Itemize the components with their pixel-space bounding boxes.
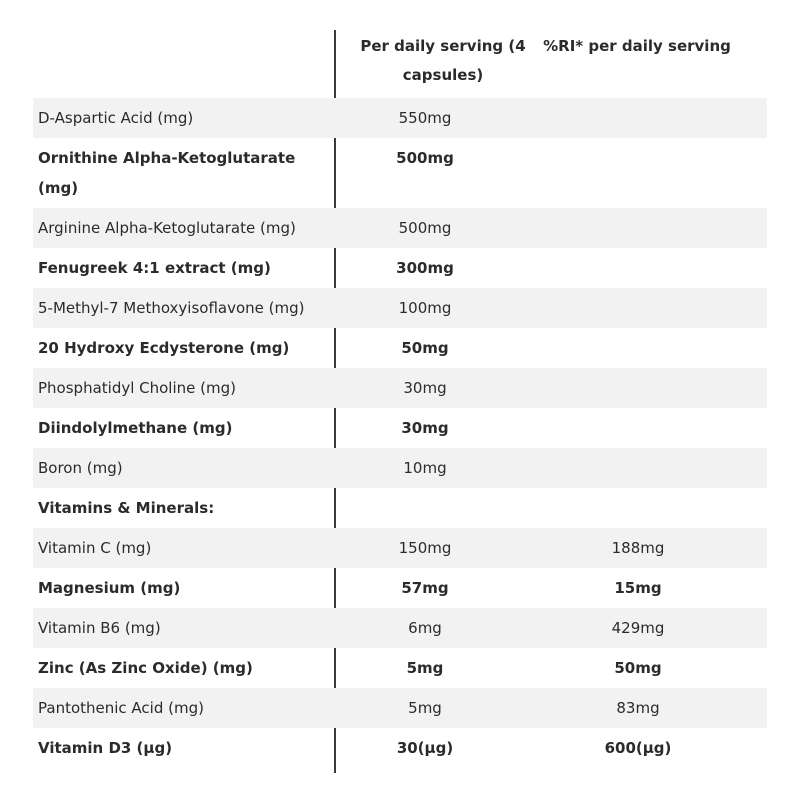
serving-value: 5mg — [406, 659, 444, 677]
ingredient-name: Phosphatidyl Choline (mg) — [38, 379, 236, 397]
ri-value: 15mg — [614, 579, 662, 597]
ri-value: 50mg — [614, 659, 662, 677]
serving-value: 57mg — [401, 579, 449, 597]
ri-value — [537, 328, 767, 368]
section-title: Vitamins & Minerals: — [38, 499, 215, 517]
ingredient-name: Arginine Alpha-Ketoglutarate (mg) — [38, 219, 296, 237]
ri-value — [537, 288, 767, 328]
table-row — [33, 288, 767, 328]
serving-value: 150mg — [398, 539, 452, 557]
serving-value — [335, 488, 537, 528]
serving-value: 100mg — [398, 299, 452, 317]
table-row — [33, 138, 767, 208]
table-row — [33, 608, 767, 648]
ingredient-name: Fenugreek 4:1 extract (mg) — [38, 259, 271, 277]
table-row — [33, 688, 767, 728]
ingredient-name: Diindolylmethane (mg) — [38, 419, 233, 437]
table-header-row — [33, 28, 767, 98]
table-row — [33, 248, 767, 288]
table-section-row — [33, 488, 767, 528]
serving-value: 550mg — [398, 109, 452, 127]
table-row — [33, 408, 767, 448]
ri-value — [537, 138, 767, 208]
ingredient-name: Magnesium (mg) — [38, 579, 181, 597]
table-row — [33, 648, 767, 688]
serving-value: 500mg — [398, 219, 452, 237]
ri-value: 188mg — [611, 539, 665, 557]
ingredient-name: Pantothenic Acid (mg) — [38, 699, 204, 717]
ri-value — [537, 368, 767, 408]
ri-value — [537, 248, 767, 288]
ingredient-name: Vitamin D3 (µg) — [38, 739, 173, 757]
table-row — [33, 568, 767, 608]
ri-value: 600(µg) — [604, 739, 672, 757]
ingredient-name: 5-Methyl-7 Methoxyisoflavone (mg) — [38, 299, 305, 317]
ingredient-name: Zinc (As Zinc Oxide) (mg) — [38, 659, 253, 677]
ingredient-name: Vitamin B6 (mg) — [38, 619, 161, 637]
table-row — [33, 208, 767, 248]
ri-value — [537, 488, 767, 528]
header-ingredient — [33, 28, 335, 98]
serving-value: 50mg — [401, 339, 449, 357]
table-row — [33, 368, 767, 408]
nutrition-table — [33, 28, 767, 768]
serving-value: 5mg — [408, 699, 442, 717]
serving-value: 300mg — [396, 259, 454, 277]
ingredient-name: Vitamin C (mg) — [38, 539, 152, 557]
ingredient-name: Boron (mg) — [38, 459, 123, 477]
ri-value — [537, 208, 767, 248]
serving-value: 30mg — [403, 379, 447, 397]
serving-value: 10mg — [403, 459, 447, 477]
ri-value — [537, 98, 767, 138]
table-row — [33, 448, 767, 488]
serving-value: 30(µg) — [396, 739, 454, 757]
ri-value — [537, 408, 767, 448]
table-row — [33, 98, 767, 138]
ri-value: 83mg — [616, 699, 660, 717]
serving-value: 500mg — [396, 149, 454, 167]
serving-value: 6mg — [408, 619, 442, 637]
table-row — [33, 528, 767, 568]
ri-value: 429mg — [611, 619, 665, 637]
table-row — [33, 728, 767, 768]
table-row — [33, 328, 767, 368]
ingredient-name: D-Aspartic Acid (mg) — [38, 109, 194, 127]
ri-value — [537, 448, 767, 488]
serving-value: 30mg — [401, 419, 449, 437]
header-per-daily-serving: Per daily serving (4 capsules) — [360, 37, 526, 84]
ingredient-name: 20 Hydroxy Ecdysterone (mg) — [38, 339, 290, 357]
ingredient-name: Ornithine Alpha-Ketoglutarate (mg) — [38, 149, 296, 197]
header-ri-per-daily-serving: %RI* per daily serving — [543, 37, 731, 55]
